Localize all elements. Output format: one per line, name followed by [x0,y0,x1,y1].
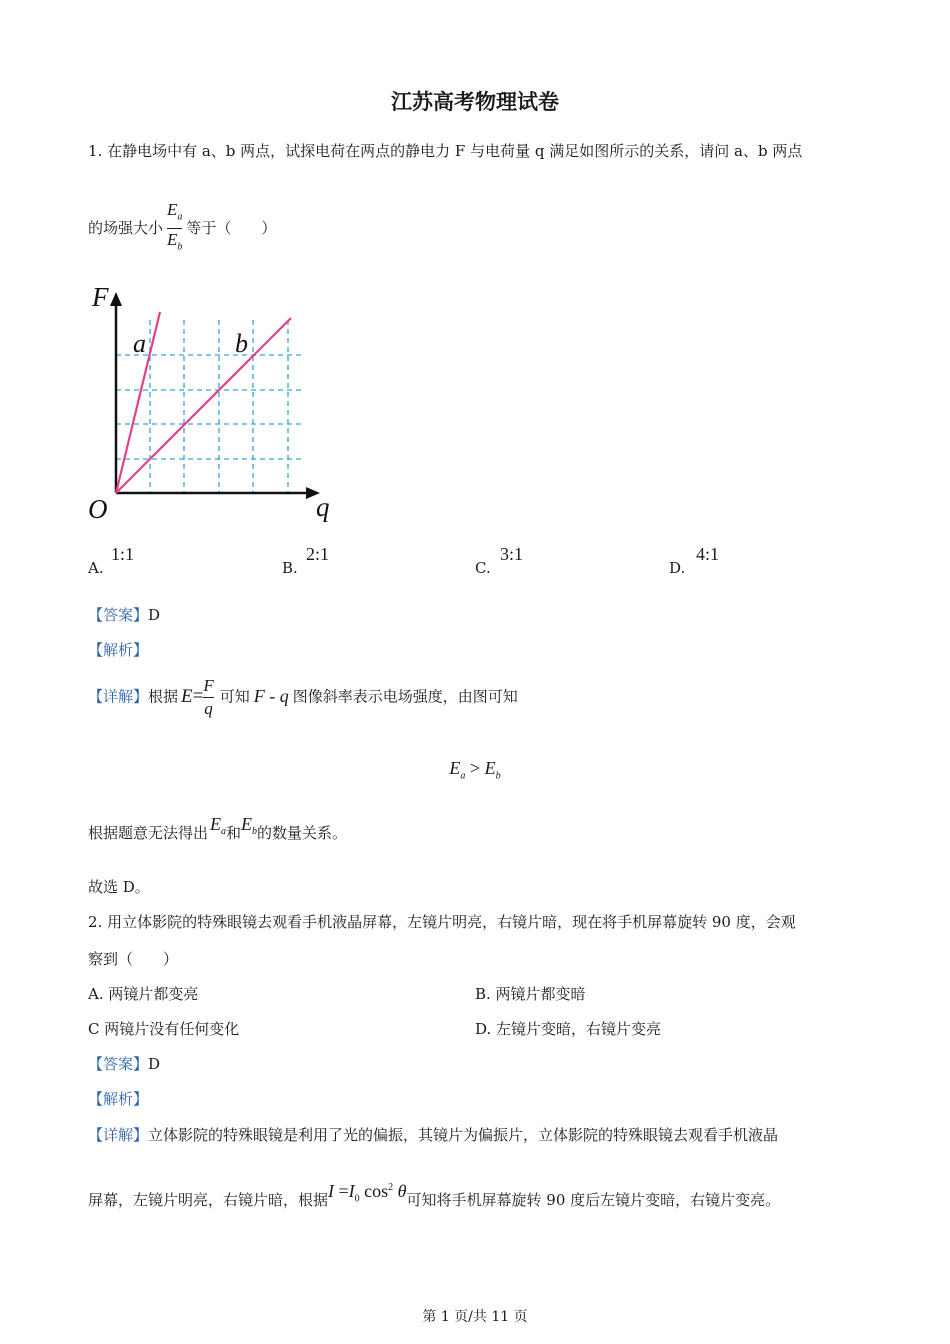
q1-option-a: A. [88,559,104,577]
q1-option-c: C. [475,559,491,577]
q2-option-d: D. 左镜片变暗，右镜片变亮 [475,1020,662,1038]
q2-stem-line2: 察到（ ） [88,950,179,968]
q1-ratio-fraction [167,200,182,258]
q2-option-b: B. 两镜片都变暗 [475,985,586,1003]
q1-option-b: B. [282,559,298,577]
q1-option-a-value: 1:1 [111,544,135,564]
q1-detail: 【详解】根据 E= $\frac{F}{q}$ 可知 F - q 图像斜率表示电场强度，由图可知 [88,676,518,718]
q1-ratio-num: $E_a$ [167,200,183,223]
x-axis-label: q [316,492,330,522]
q1-option-d: D. [669,559,686,577]
q2-option-a: A. 两镜片都变亮 [88,985,199,1003]
y-axis-label: F [92,282,109,312]
q1-graph [80,280,340,530]
q2-answer: 【答案】D [88,1055,161,1073]
line-a-label: a [133,329,146,358]
q1-conclusion: 根据题意无法得出 $E_a$和$E_b$的数量关系。 [88,814,348,842]
y-axis-arrow [110,292,122,306]
q2-detail-line2: 屏幕，左镜片明亮，右镜片暗，根据$I =I_0$ $\cos^2 \theta$可知将手机屏幕旋转 90 度后左镜片变暗，右镜片变亮。 [88,1181,781,1209]
q1-option-d-value: 4:1 [696,544,720,564]
line-b-label: b [235,329,248,358]
q1-answer: 【答案】D [88,606,161,624]
q1-stem-suffix: 等于（ ） [186,218,277,237]
origin-label: O [88,494,108,524]
q1-analysis-tag: 【解析】 [88,641,149,659]
q1-centered-inequality: $E_a > E_b$ [449,758,501,782]
q1-stem-line2 [88,200,276,258]
page-title: 江苏高考物理试卷 [391,90,559,114]
q2-option-c: C 两镜片没有任何变化 [88,1020,240,1038]
q1-stem-prefix: 的场强大小 [88,218,164,237]
q2-stem-line1: 2. 用立体影院的特殊眼镜去观看手机液晶屏幕，左镜片明亮，右镜片暗，现在将手机屏幕旋转 90 度，会观 [88,913,796,931]
q1-final: 故选 D。 [88,878,150,896]
q1-stem-line1: 1. 在静电场中有 a、b 两点，试探电荷在两点的静电力 F 与电荷量 q 满足如图所示的关系，请问 a、b 两点 [88,142,803,160]
q2-analysis-tag: 【解析】 [88,1090,149,1108]
q1-option-c-value: 3:1 [500,544,524,564]
page-footer: 第 1 页/共 11 页 [422,1309,528,1325]
q1-option-b-value: 2:1 [306,544,330,564]
q1-ratio-den: $E_b$ [167,230,183,253]
q1-formula-fraction: $\frac{F}{q}$ [203,676,214,718]
q2-detail-line1: 【详解】立体影院的特殊眼镜是利用了光的偏振，其镜片为偏振片，立体影院的特殊眼镜去观看手机液晶 [88,1126,779,1144]
